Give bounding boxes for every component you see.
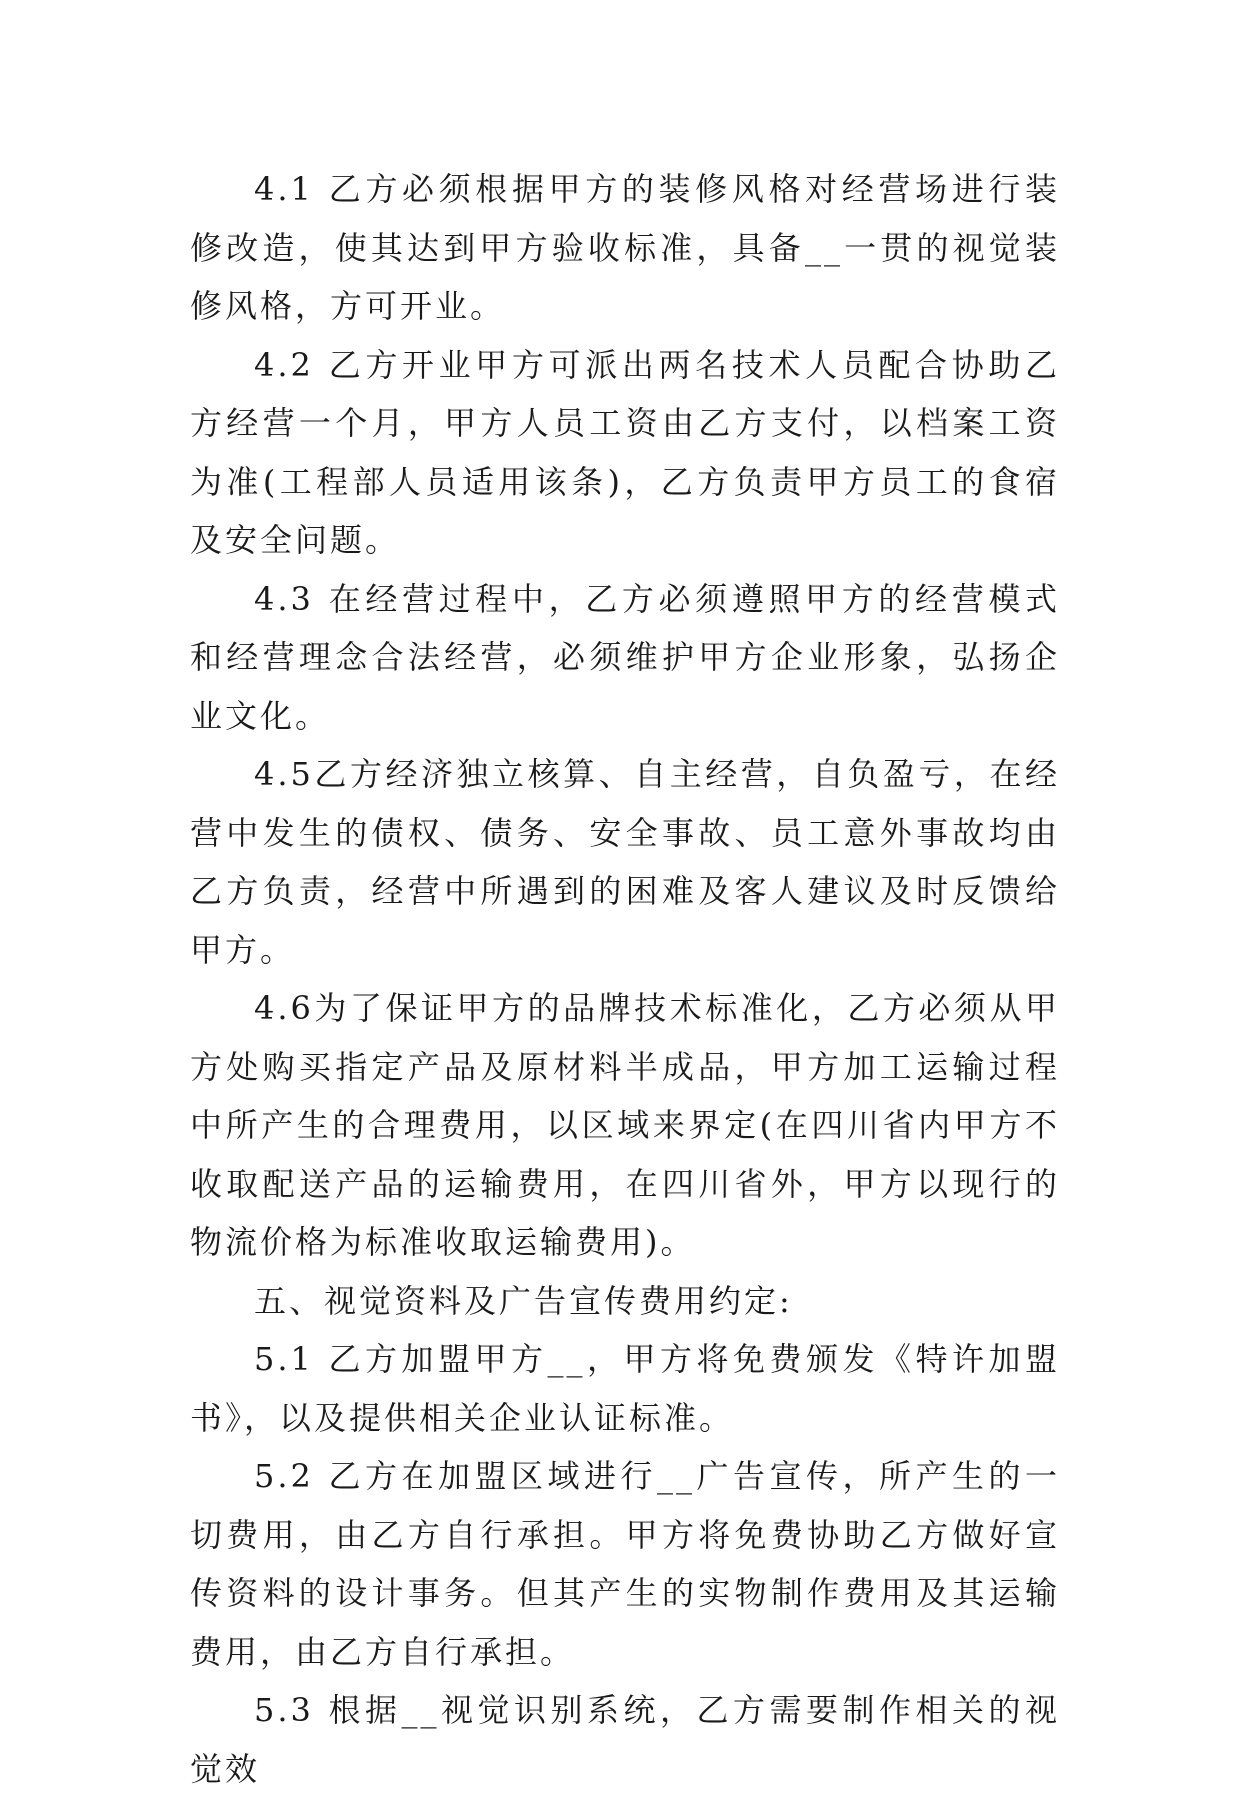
document-body [190,160,1060,1798]
paragraph-4-5: 4.5乙方经济独立核算、自主经营，自负盈亏，在经营中发生的债权、债务、安全事故、员工意外事故均由乙方负责，经营中所遇到的困难及客人建议及时反馈给甲方。 [190,755,1060,969]
paragraph-5-1: 5.1 乙方加盟甲方__，甲方将免费颁发《特许加盟书》，以及提供相关企业认证标准。 [190,1340,1060,1437]
paragraph-4-2: 4.2 乙方开业甲方可派出两名技术人员配合协助乙方经营一个月，甲方人员工资由乙方支付，以档案工资为准(工程部人员适用该条)，乙方负责甲方员工的食宿及安全问题。 [190,345,1060,559]
paragraph-4-1: 4.1 乙方必须根据甲方的装修风格对经营场进行装修改造，使其达到甲方验收标准，具备__一贯的视觉装修风格，方可开业。 [190,170,1060,325]
paragraph-4-6: 4.6为了保证甲方的品牌技术标准化，乙方必须从甲方处购买指定产品及原材料半成品，甲方加工运输过程中所产生的合理费用，以区域来界定(在四川省内甲方不收取配送产品的运输费用，在四川省外，甲方以现行的物流价格为标准收取运输费用)。 [190,989,1060,1261]
paragraph-5-3: 5.3 根据__视觉识别系统，乙方需要制作相关的视觉效 [190,1691,1060,1788]
paragraph-5-2: 5.2 乙方在加盟区域进行__广告宣传，所产生的一切费用，由乙方自行承担。甲方将免费协助乙方做好宣传资料的设计事务。但其产生的实物制作费用及其运输费用，由乙方自行承担。 [190,1457,1060,1671]
section-heading-5: 五、视觉资料及广告宣传费用约定: [254,1281,793,1320]
paragraph-4-3: 4.3 在经营过程中，乙方必须遵照甲方的经营模式和经营理念合法经营，必须维护甲方企业形象，弘扬企业文化。 [190,579,1060,735]
